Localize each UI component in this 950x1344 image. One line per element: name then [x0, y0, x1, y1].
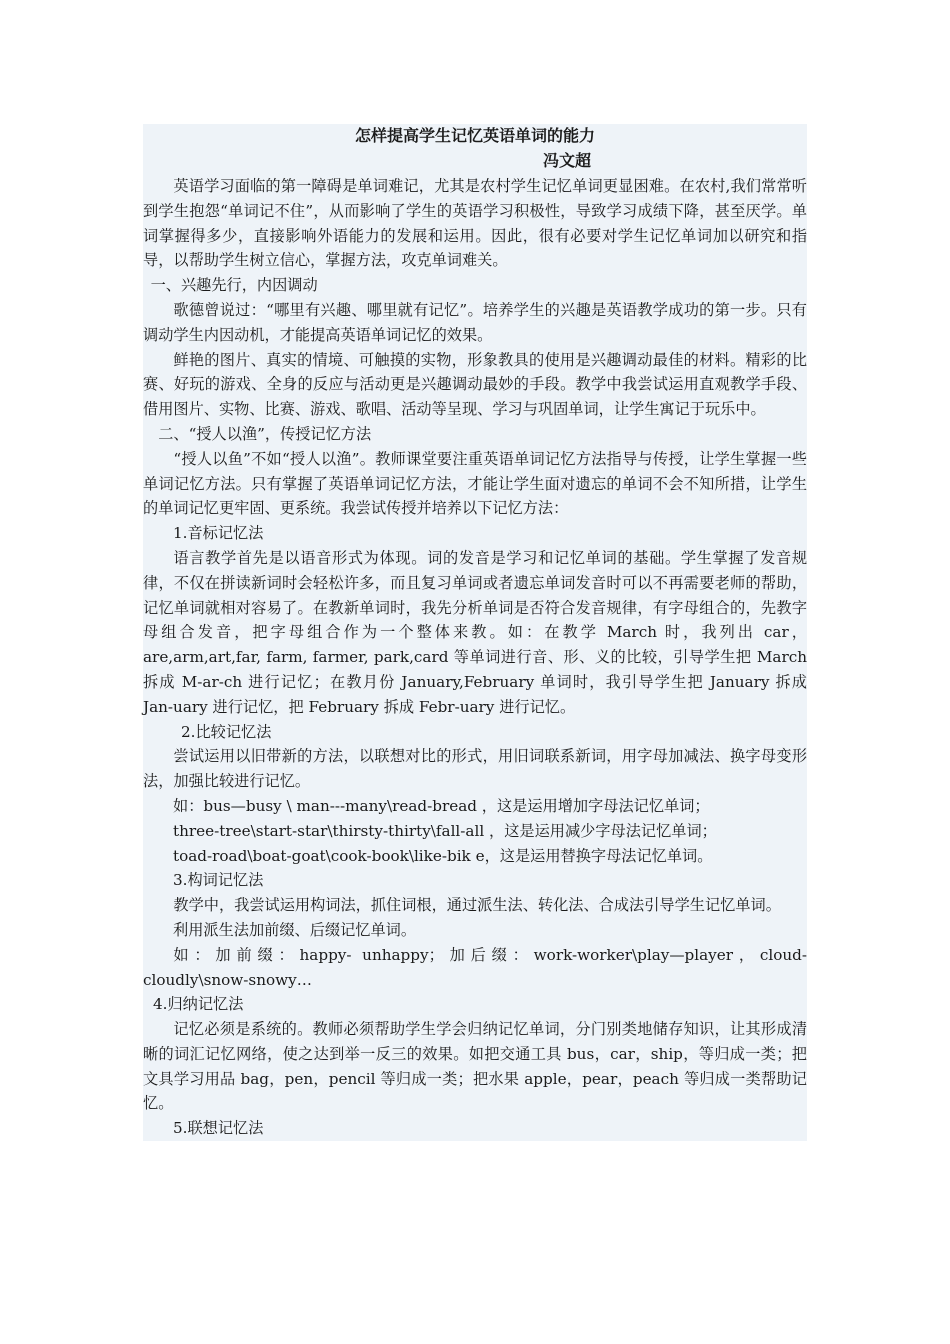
section-1-paragraph-1: 歌德曾说过：“哪里有兴趣、哪里就有记忆”。培养学生的兴趣是英语教学成功的第一步。只有调动学生内因动机，才能提高英语单词记忆的效果。: [143, 300, 807, 344]
document-title: 怎样提高学生记忆英语单词的能力: [354, 126, 595, 145]
intro-paragraph: 英语学习面临的第一障碍是单词难记，尤其是农村学生记忆单词更显困难。在农村,我们常常听到学生抱怨“单词记不住”，从而影响了学生的英语学习积极性，导致学习成绩下降，甚至厌学。单词掌握得多少，直接影响外语能力的发展和运用。因此，很有必要对学生记忆单词加以研究和指导，以帮助学生树立信心，掌握方法，攻克单词难关。: [143, 177, 807, 270]
document-page: [143, 124, 807, 1141]
section-2-heading: 二、“授人以渔”，传授记忆方法: [158, 424, 372, 443]
method-2-example-1: 如：bus—busy \ man---many\read-bread ，这是运用增加字母法记忆单词；: [173, 796, 710, 815]
method-2-example-2: three-tree\start-star\thirsty-thirty\fall-all ，这是运用减少字母法记忆单词；: [173, 821, 717, 840]
section-1-heading: 一、兴趣先行，内因调动: [150, 276, 318, 295]
method-3-example: 如：加前缀：happy- unhappy；加后缀：work-worker\play—player，cloud-cloudly\snow-snowy…: [143, 945, 807, 989]
method-4-text: 记忆必须是系统的。教师必须帮助学生学会归纳记忆单词，分门别类地储存知识，让其形成清晰的词汇记忆网络，使之达到举一反三的效果。如把交通工具 bus，car，ship，等归成一类；把文具学习用品 bag，pen，pencil 等归成一类；把水果 apple，pear，peach 等归成一类帮助记忆。: [143, 1020, 807, 1113]
method-1-text: 语言教学首先是以语音形式为体现。词的发音是学习和记忆单词的基础。学生掌握了发音规律，不仅在拼读新词时会轻松许多，而且复习单词或者遗忘单词发音时可以不再需要老师的帮助，记忆单词就相对容易了。在教新单词时，我先分析单词是否符合发音规律，有字母组合的，先教字母组合发音，把字母组合作为一个整体来教。如：在教学 March 时，我列出 car，are,arm,art,far, farm, farmer, park,card 等单词进行音、形、义的比较，引导学生把 March 拆成 M-ar-ch 进行记忆；在教月份 January,February 单词时，我引导学生把 January 拆成 Jan-uary 进行记忆，把 February 拆成 Febr-uary 进行记忆。: [143, 548, 807, 716]
section-2-paragraph-1: “授人以鱼”不如“授人以渔”。教师课堂要注重英语单词记忆方法指导与传授，让学生掌握一些单词记忆方法。只有掌握了英语单词记忆方法，才能让学生面对遗忘的单词不会不知所措，让学生的单词记忆更牢固、更系统。我尝试传授并培养以下记忆方法：: [143, 449, 807, 518]
method-1-title: 1.音标记忆法: [173, 524, 264, 543]
method-3-title: 3.构词记忆法: [173, 871, 264, 890]
method-2-example-3: toad-road\boat-goat\cook-book\like-bik e，这是运用替换字母法记忆单词。: [173, 846, 713, 865]
method-2-title: 2.比较记忆法: [181, 722, 272, 741]
author-name: 冯文超: [543, 151, 592, 170]
method-5-title: 5.联想记忆法: [173, 1119, 264, 1138]
method-2-text: 尝试运用以旧带新的方法，以联想对比的形式，用旧词联系新词，用字母加减法、换字母变形法，加强比较进行记忆。: [143, 747, 807, 791]
section-1-paragraph-2: 鲜艳的图片、真实的情境、可触摸的实物，形象教具的使用是兴趣调动最佳的材料。精彩的比赛、好玩的游戏、全身的反应与活动更是兴趣调动最妙的手段。教学中我尝试运用直观教学手段、借用图片、实物、比赛、游戏、歌唱、活动等呈现、学习与巩固单词，让学生寓记于玩乐中。: [143, 350, 807, 419]
method-3-text-2: 利用派生法加前缀、后缀记忆单词。: [173, 920, 416, 939]
method-3-text-1: 教学中，我尝试运用构词法，抓住词根，通过派生法、转化法、合成法引导学生记忆单词。: [173, 896, 781, 915]
method-4-title: 4.归纳记忆法: [153, 995, 244, 1014]
